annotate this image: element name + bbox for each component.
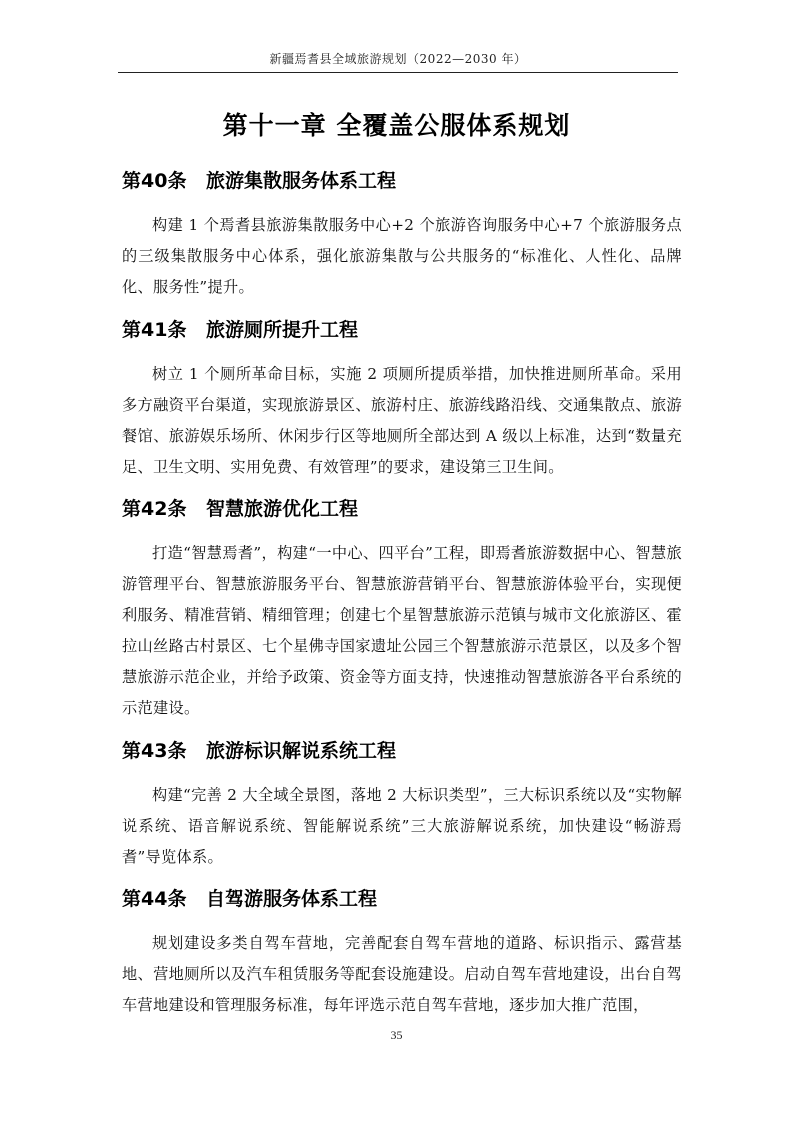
article-paragraph: 打造“智慧焉耆”，构建“一中心、四平台”工程，即焉耆旅游数据中心、智慧旅游管理平台、智慧旅游服务平台、智慧旅游营销平台、智慧旅游体验平台，实现便利服务、精准营销、精细管理；创建七个星智慧旅游示范镇与城市文化旅游区、霍拉山丝路古村景区、七个星佛寺国家遗址公园三个智慧旅游示范景区，以及多个智慧旅游示范企业，并给予政策、资金等方面支持，快速推动智慧旅游各平台系统的示范建设。 — [122, 544, 682, 717]
article-title: 自驾游服务体系工程 — [206, 888, 378, 910]
article-number: 第43条 — [122, 740, 187, 762]
page-number: 35 — [390, 1028, 403, 1042]
article-40 — [122, 166, 682, 303]
header-rule — [118, 72, 678, 73]
article-number: 第40条 — [122, 170, 187, 192]
article-41 — [122, 315, 682, 483]
article-paragraph: 构建 1 个焉耆县旅游集散服务中心+2 个旅游咨询服务中心+7 个旅游服务点的三级集散服务中心体系，强化旅游集散与公共服务的“标准化、人性化、品牌化、服务性”提升。 — [122, 216, 682, 296]
article-paragraph: 构建“完善 2 大全域全景图，落地 2 大标识类型”，三大标识系统以及“实物解说系统、语音解说系统、智能解说系统”三大旅游解说系统，加快建设“畅游焉耆”导览体系。 — [122, 786, 682, 866]
article-43 — [122, 736, 682, 873]
article-title: 旅游厕所提升工程 — [206, 319, 359, 341]
article-42 — [122, 494, 682, 724]
article-heading — [122, 494, 682, 524]
article-title: 旅游集散服务体系工程 — [206, 170, 397, 192]
article-number: 第42条 — [122, 498, 187, 520]
article-number: 第41条 — [122, 319, 187, 341]
article-title: 智慧旅游优化工程 — [206, 498, 359, 520]
article-heading — [122, 315, 682, 345]
chapter-title: 第十一章 全覆盖公服体系规划 — [222, 111, 571, 140]
article-number: 第44条 — [122, 888, 187, 910]
article-heading — [122, 166, 682, 196]
article-heading — [122, 736, 682, 766]
article-heading — [122, 884, 682, 914]
article-paragraph: 规划建设多类自驾车营地，完善配套自驾车营地的道路、标识指示、露营基地、营地厕所以及汽车租赁服务等配套设施建设。启动自驾车营地建设，出台自驾车营地建设和管理服务标准，每年评选示范自驾车营地，逐步加大推广范围， — [122, 934, 682, 1014]
article-title: 旅游标识解说系统工程 — [206, 740, 397, 762]
running-header: 新疆焉耆县全域旅游规划（2022—2030 年） — [269, 52, 527, 66]
article-44 — [122, 884, 682, 1021]
article-paragraph: 树立 1 个厕所革命目标，实施 2 项厕所提质举措，加快推进厕所革命。采用多方融资平台渠道，实现旅游景区、旅游村庄、旅游线路沿线、交通集散点、旅游餐馆、旅游娱乐场所、休闲步行区等地厕所全部达到 A 级以上标准，达到“数量充足、卫生文明、实用免费、有效管理”的要求，建设第三卫生间。 — [122, 365, 682, 476]
